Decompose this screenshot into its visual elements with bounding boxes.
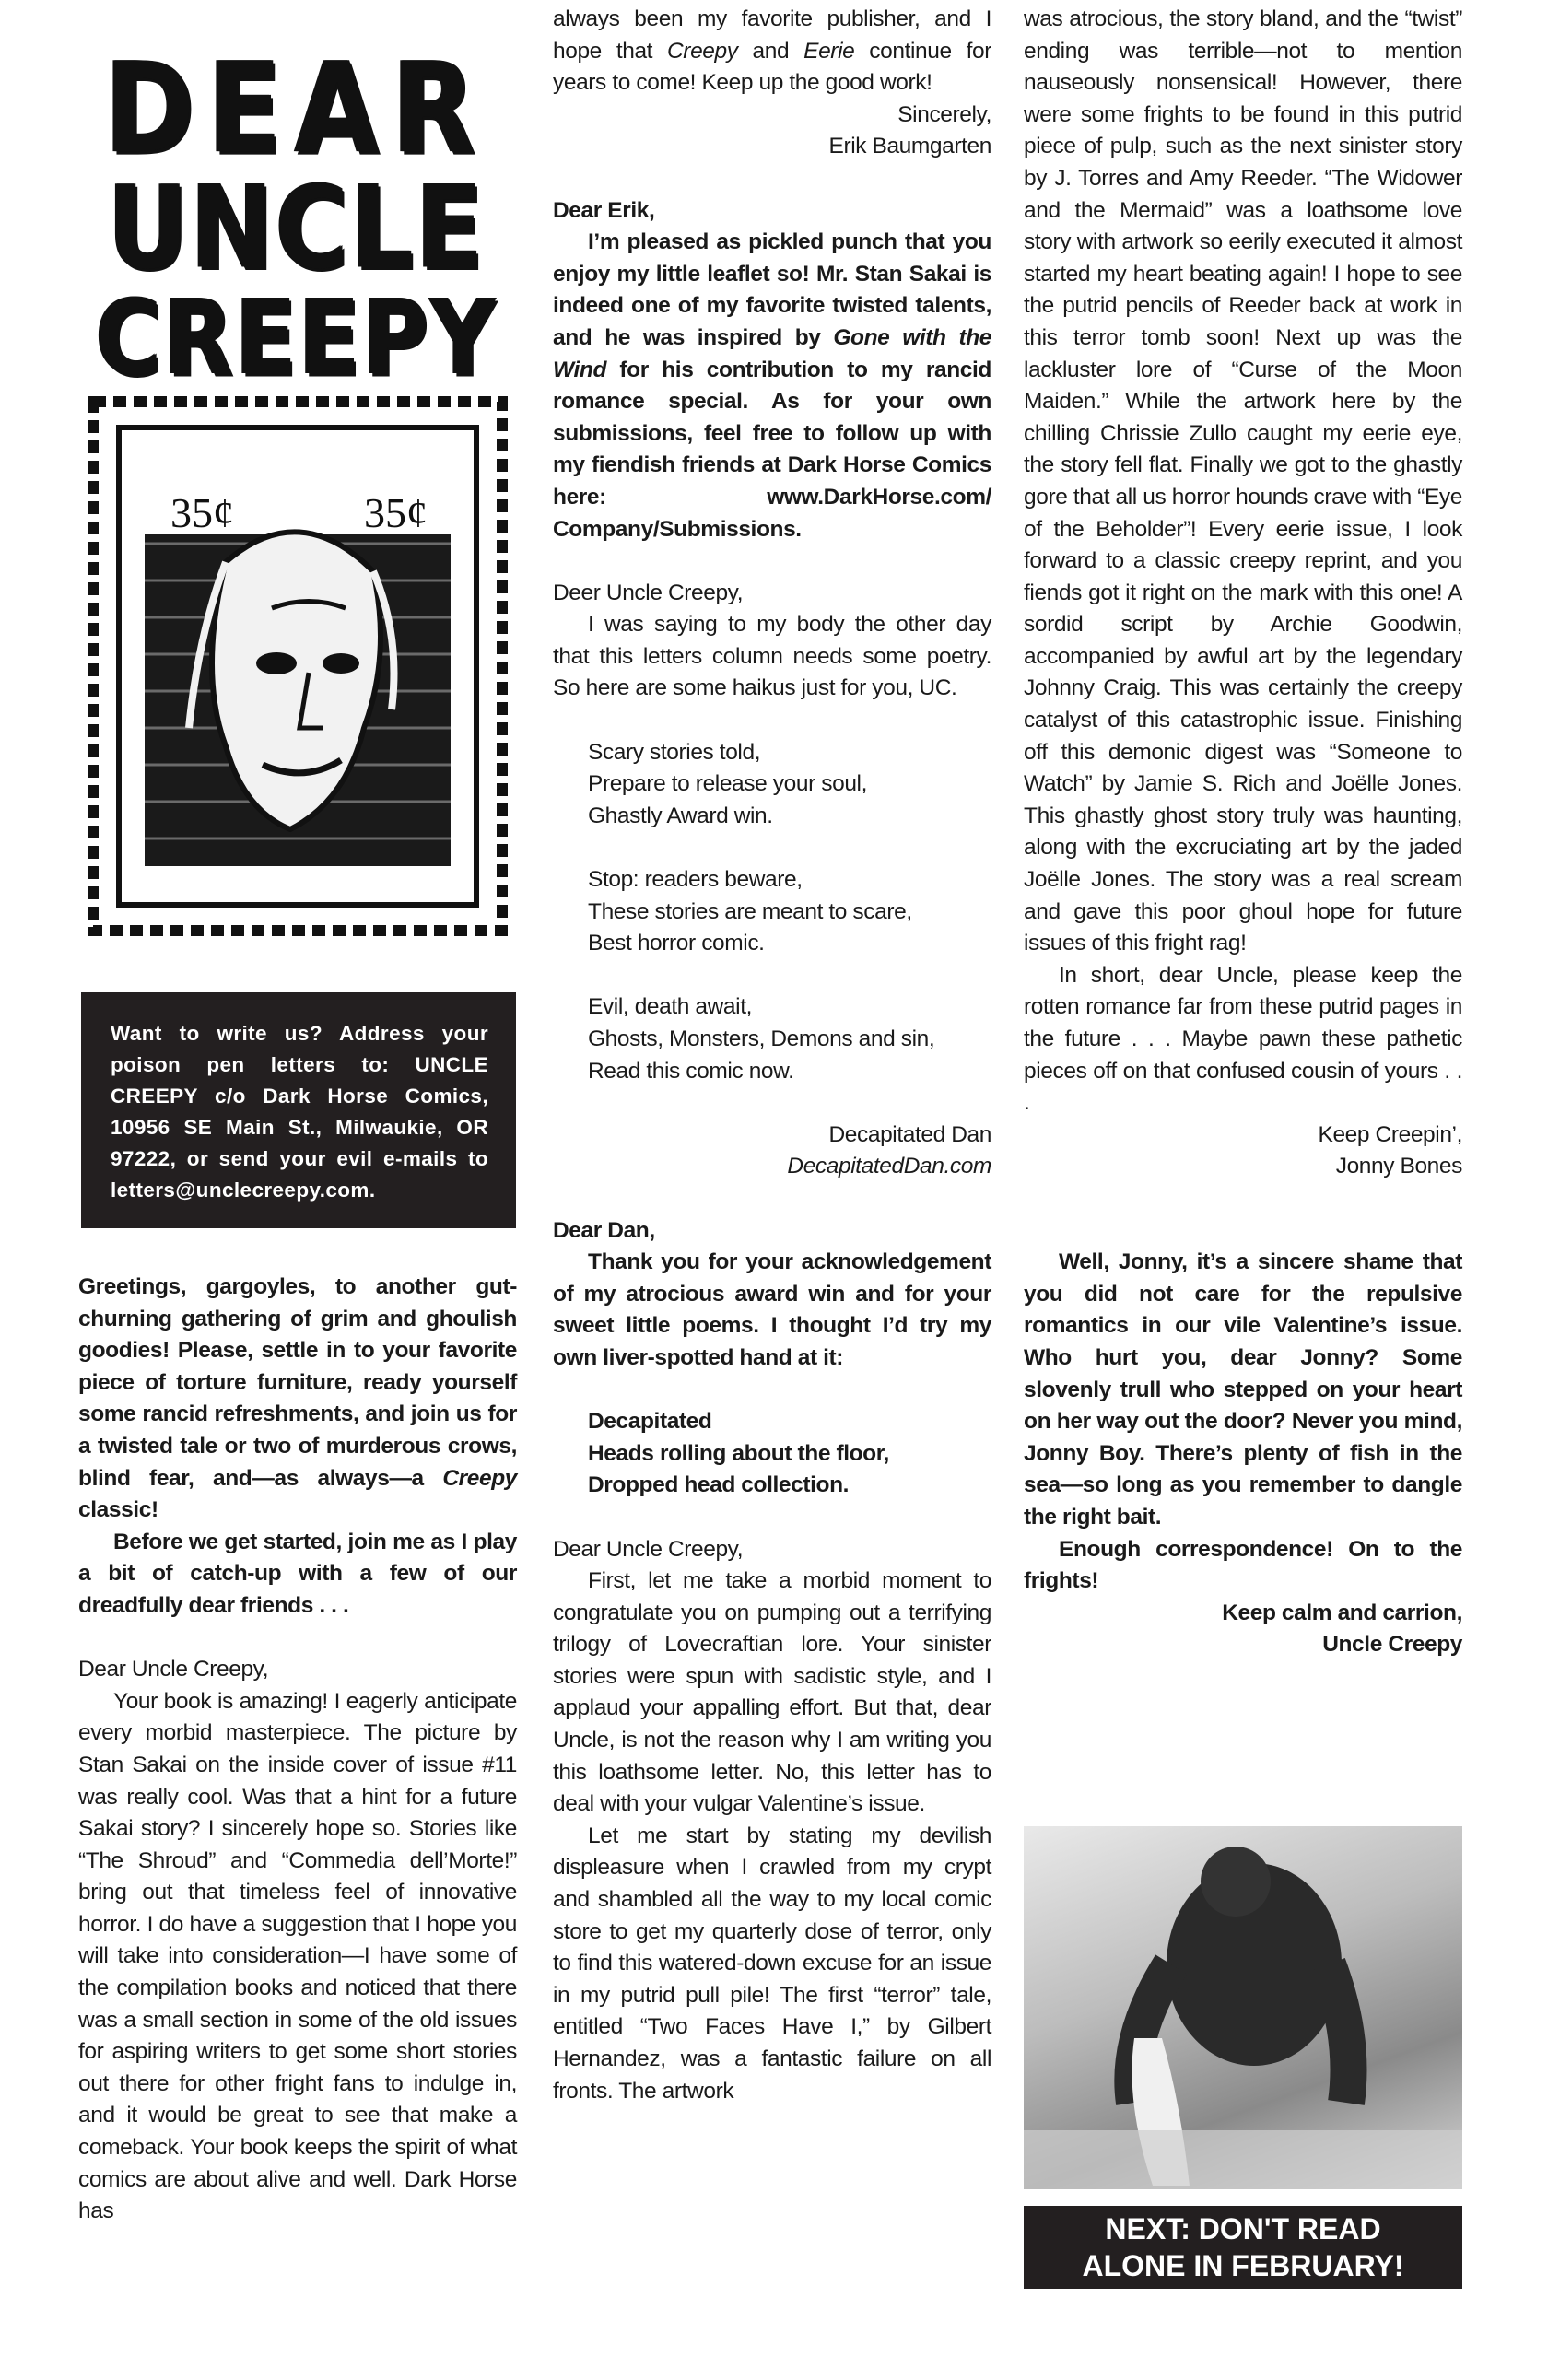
text-run: Uncle Creepy (1322, 1632, 1462, 1658)
text-run: Creepy (667, 38, 738, 64)
letters-column-3 (1024, 4, 1462, 1661)
letter-paragraph (553, 609, 991, 705)
text-run: Dear Uncle Creepy, (553, 1536, 744, 1562)
paragraph-spacer (553, 1502, 991, 1534)
logo-line: CREEPY (95, 277, 498, 399)
letter-paragraph (553, 801, 991, 833)
text-run: Eerie (803, 38, 855, 64)
text-run: Heads rolling about the floor, (588, 1440, 889, 1466)
stamp-price-right: 35¢ (364, 489, 428, 536)
text-run: was atrocious, the story bland, and the “twist” ending was terrible—not to mention nauseously nonsensical! However, there were some frights to be found in this putrid piece of pulp, such as the next sinister story by J. Torres and Amy Reeder. “The Widower and the Mermaid” was a loathsome love story with artwork so eerily executed it almost started my heart beating again! I hope to see the putrid pencils of Reeder back at work in this terror tomb soon! Next up was the lackluster lore of “Curse of the Moon Maiden.” While the artwork here by the chilling Chrissie Zullo caught my eerie eye, the story fell flat. Finally we got to the ghastly gore that all us horror hounds crave with “Eye of the Beholder”! Every eerie issue, I look forward to a classic creepy reprint, and you fiends got it right on the mark with this one! A sordid script by Archie Goodwin, accompanied by awful art by the legendary Johnny Craig. This was certainly the creepy catalyst of this catastrophic issue. Finishing off this demonic digest was “Someone to Watch” by Jamie S. Rich and Joëlle Jones. This ghastly ghost story truly was haunting, along with the excruciating art by the jaded Joëlle Jones. The story was a real scream and gave this poor ghoul hope for future issues of this fright rag! (1024, 6, 1462, 956)
paragraph-spacer (553, 832, 991, 864)
letter-paragraph (553, 864, 991, 897)
letter-paragraph (553, 1406, 991, 1438)
text-run: I was saying to my body the other day that this letters column needs some poetry. So here are some haikus just for you, UC. (553, 612, 991, 701)
text-run: Well, Jonny, it’s a sincere shame that you did not care for the repulsive romantics in our vile Valentine’s issue. Who hurt you, dear Jonny? Some slovenly trull who stepped on your heart on her way out the door? Never you mind, Jonny Boy. There’s plenty of fish in the sea—so long as you remember to dangle the right bait. (1024, 1249, 1462, 1530)
paragraph-spacer (1024, 1215, 1462, 1248)
letters-column-1 (78, 1272, 517, 2228)
letter-paragraph (553, 768, 991, 801)
text-run: Jonny Bones (1335, 1154, 1462, 1179)
text-run: Decapitated (588, 1409, 712, 1435)
text-run: Greetings, gargoyles, to another gut-churning gathering of grim and ghoulish goodies! Please, settle in to your favorite piece of torture furniture, ready yourself some rancid refreshments, and join us for a twisted tale or two of murderous crows, blind fear, and—as always—a (78, 1274, 517, 1491)
gorilla-illustration (1024, 1826, 1462, 2189)
text-run: Dear Dan, (553, 1217, 655, 1243)
letter-paragraph (553, 1056, 991, 1088)
letter-paragraph (78, 1686, 517, 2228)
paragraph-spacer (1024, 1183, 1462, 1215)
text-run: Creepy (442, 1465, 517, 1491)
letter-paragraph (553, 1438, 991, 1471)
letter-paragraph (1024, 960, 1462, 1120)
text-run: Your book is amazing! I eagerly anticipate every morbid masterpiece. The picture by Stan Sakai on the inside cover of issue #11 was really cool. Was that a hint for a future Sakai story? I sincerely hope so. Stories like “The Shroud” and “Commedia dell’Morte!” bring out that timeless feel of innovative horror. I do have a suggestion that I hope you will take into consideration—I have some of the compilation books and noticed that there was a small section in some of the old issues for aspiring writers to get some short stories out there for other fright fans to indulge in, and it would be great to see that make a comeback. Your book keeps the spirit of what comics are about alive and well. Dark Horse has (78, 1688, 517, 2224)
paragraph-spacer (553, 1087, 991, 1120)
text-run: Dear Erik, (553, 197, 655, 223)
paragraph-spacer (553, 545, 991, 578)
letter-paragraph (553, 4, 991, 100)
stamp-price-left: 35¢ (170, 489, 234, 536)
letter-paragraph (1024, 1598, 1462, 1630)
text-run: Prepare to release your soul, (588, 771, 867, 797)
letter-paragraph (553, 100, 991, 132)
logo-line: DEAR (104, 34, 489, 182)
letter-paragraph (78, 1527, 517, 1623)
text-run: DecapitatedDan.com (787, 1154, 991, 1179)
text-run: Dropped head collection. (588, 1472, 850, 1498)
letter-paragraph (553, 131, 991, 163)
letter-paragraph (553, 1215, 991, 1248)
text-run: and (737, 38, 804, 64)
letter-paragraph (553, 897, 991, 929)
letter-paragraph (553, 1120, 991, 1152)
paragraph-spacer (553, 1183, 991, 1215)
text-run: Sincerely, (897, 101, 991, 127)
letter-paragraph (553, 1024, 991, 1056)
text-run: Ghastly Award win. (588, 803, 773, 828)
dear-uncle-creepy-logo (77, 34, 516, 399)
letters-column-2 (553, 4, 991, 2107)
text-run: First, let me take a morbid moment to congratulate you on pumping out a terrifying trilogy of Lovecraftian lore. Your sinister stories were spun with sadistic style, and I applaud your appalling effort. But that, dear Uncle, is not the reason why I am writing you this loathsome letter. No, this letter has to deal with your vulgar Valentine’s issue. (553, 1568, 991, 1817)
text-run: Best horror comic. (588, 931, 765, 956)
text-run: for his contribution to my rancid romance special. As for your own submissions, feel free to follow up with my fiendish friends at Dark Horse Comics here: www.DarkHorse.com/ Company/Submissions. (553, 357, 991, 542)
paragraph-spacer (78, 1623, 517, 1655)
text-run: Ghosts, Monsters, Demons and sin, (588, 1026, 935, 1051)
letter-paragraph (553, 195, 991, 228)
paragraph-spacer (553, 163, 991, 195)
letter-paragraph (1024, 1247, 1462, 1533)
letter-paragraph (1024, 4, 1462, 960)
letter-paragraph (1024, 1534, 1462, 1598)
letter-paragraph (553, 1821, 991, 2107)
letter-paragraph (553, 1534, 991, 1566)
next-issue-banner (1024, 2206, 1462, 2289)
text-run: always been my favorite publisher, and I hope that (553, 6, 991, 64)
letter-paragraph (1024, 1120, 1462, 1152)
letter-paragraph (553, 227, 991, 545)
text-run: In short, dear Uncle, please keep the rotten romance far from these putrid pages in the future . . . Maybe pawn these pathetic pieces off on that confused cousin of yours . . . (1024, 962, 1462, 1116)
letter-paragraph (553, 928, 991, 960)
letter-paragraph (553, 1151, 991, 1183)
letter-paragraph (553, 991, 991, 1024)
text-run: continue for years to come! Keep up the good work! (553, 38, 992, 96)
text-run: Deer Uncle Creepy, (553, 580, 744, 605)
text-run: Read this comic now. (588, 1058, 794, 1084)
letter-paragraph (553, 1247, 991, 1374)
text-run: I’m pleased as pickled punch that you enjoy my little leaflet so! Mr. Stan Sakai is indeed one of my favorite twisted talents, and he was inspired by (553, 229, 991, 350)
text-run: Erik Baumgarten (828, 134, 991, 159)
letter-paragraph (553, 1565, 991, 1821)
mailing-address-box: Want to write us? Address your poison pen letters to: UNCLE CREEPY c/o Dark Horse Comics, 10956 SE Main St., Milwaukie, OR 97222, or send your evil e-mails to letters@unclecreepy.com. (81, 992, 516, 1228)
text-run: These stories are meant to scare, (588, 898, 912, 924)
logo-line: UNCLE (108, 161, 486, 295)
text-run: Keep calm and carrion, (1222, 1600, 1462, 1625)
letter-paragraph (553, 578, 991, 610)
text-run: classic! (78, 1497, 158, 1523)
letter-paragraph (1024, 1629, 1462, 1661)
letter-paragraph (78, 1272, 517, 1527)
letter-paragraph (553, 1470, 991, 1502)
text-run: Evil, death await, (588, 994, 753, 1020)
uncle-creepy-stamp-illustration (88, 396, 508, 936)
text-run: Scary stories told, (588, 739, 761, 765)
letter-paragraph (553, 737, 991, 769)
text-run: Enough correspondence! On to the frights! (1024, 1536, 1462, 1594)
text-run: Keep Creepin’, (1318, 1121, 1462, 1147)
text-run: Thank you for your acknowledgement of my atrocious award win and for your sweet little poems. I thought I’d try my own liver-spotted hand at it: (553, 1249, 991, 1370)
text-run: Dear Uncle Creepy, (78, 1657, 269, 1682)
text-run: Let me start by stating my devilish displeasure when I crawled from my crypt and shambled all the way to my local comic store to get my quarterly dose of terror, only to find this watered-down excuse for an issue in my putrid pull pile! The first “terror” tale, entitled “Two Faces Have I,” by Gilbert Hernandez, was a fantastic failure on all fronts. The artwork (553, 1823, 991, 2104)
letter-paragraph (78, 1654, 517, 1686)
paragraph-spacer (553, 960, 991, 992)
next-banner-line: ALONE IN FEBRUARY! (1082, 2249, 1404, 2282)
paragraph-spacer (553, 1375, 991, 1407)
text-run: Stop: readers beware, (588, 867, 803, 893)
text-run: Decapitated Dan (828, 1121, 991, 1147)
text-run: Gone with the Wind (553, 324, 991, 382)
paragraph-spacer (553, 705, 991, 737)
text-run: Before we get started, join me as I play a bit of catch-up with a few of our dreadfully dear friends . . . (78, 1529, 517, 1618)
letter-paragraph (1024, 1151, 1462, 1183)
next-banner-line: NEXT: DON'T READ (1105, 2212, 1381, 2245)
